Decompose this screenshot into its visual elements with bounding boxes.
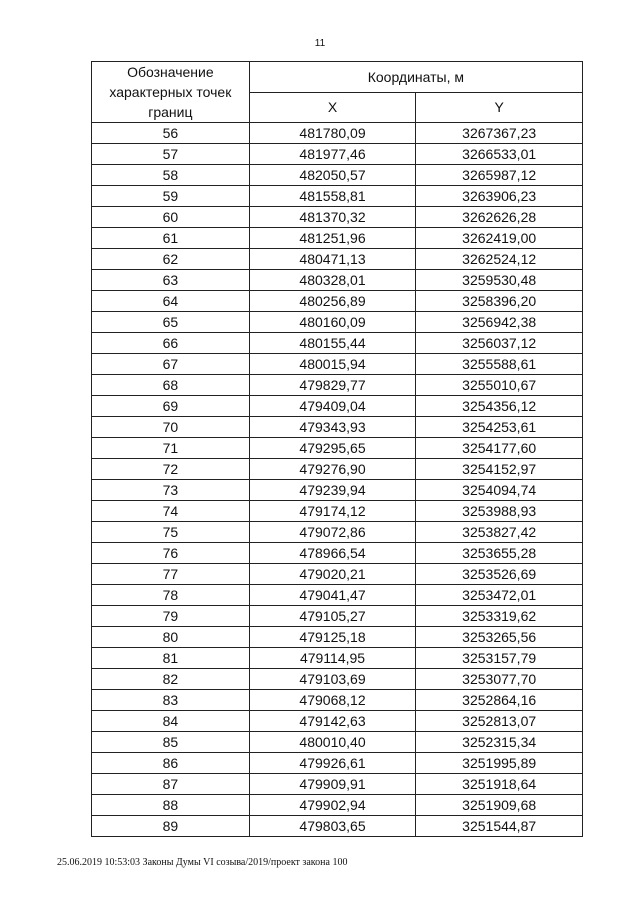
table-row: [92, 123, 583, 144]
table-row: [92, 375, 583, 396]
y-coordinate-cell: 3255588,61: [416, 354, 583, 375]
table-row: [92, 333, 583, 354]
point-cell: 62: [92, 249, 250, 270]
point-cell: 69: [92, 396, 250, 417]
table-row: [92, 795, 583, 816]
y-coordinate-cell: 3256942,38: [416, 312, 583, 333]
point-cell: 87: [92, 774, 250, 795]
table-row: [92, 522, 583, 543]
table-row: [92, 711, 583, 732]
point-cell: 81: [92, 648, 250, 669]
point-cell: 71: [92, 438, 250, 459]
point-cell: 64: [92, 291, 250, 312]
x-coordinate-cell: 479926,61: [249, 753, 416, 774]
table-row: [92, 669, 583, 690]
y-coordinate-cell: 3262524,12: [416, 249, 583, 270]
point-cell: 75: [92, 522, 250, 543]
x-coordinate-cell: 479020,21: [249, 564, 416, 585]
coordinates-table: [91, 61, 583, 837]
table-row: [92, 585, 583, 606]
table-row: [92, 501, 583, 522]
table-row: [92, 690, 583, 711]
table-row: [92, 228, 583, 249]
y-coordinate-cell: 3254356,12: [416, 396, 583, 417]
x-coordinate-cell: 481977,46: [249, 144, 416, 165]
table-row: [92, 354, 583, 375]
page-number: 11: [314, 38, 326, 49]
point-cell: 78: [92, 585, 250, 606]
x-coordinate-cell: 480328,01: [249, 270, 416, 291]
table-header: [92, 62, 583, 123]
x-coordinate-cell: 479902,94: [249, 795, 416, 816]
x-coordinate-cell: 479295,65: [249, 438, 416, 459]
x-coordinate-cell: 479142,63: [249, 711, 416, 732]
point-cell: 82: [92, 669, 250, 690]
y-coordinate-cell: 3259530,48: [416, 270, 583, 291]
y-coordinate-cell: 3252864,16: [416, 690, 583, 711]
table-row: [92, 270, 583, 291]
y-coordinate-cell: 3253988,93: [416, 501, 583, 522]
x-coordinate-cell: 480015,94: [249, 354, 416, 375]
table-row: [92, 291, 583, 312]
y-coordinate-cell: 3254152,97: [416, 459, 583, 480]
table-row: [92, 207, 583, 228]
y-coordinate-cell: 3251909,68: [416, 795, 583, 816]
x-coordinate-cell: 479174,12: [249, 501, 416, 522]
x-coordinate-cell: 479125,18: [249, 627, 416, 648]
x-column-header: X: [249, 92, 416, 123]
table-row: [92, 417, 583, 438]
point-cell: 76: [92, 543, 250, 564]
y-coordinate-cell: 3262419,00: [416, 228, 583, 249]
table-row: [92, 753, 583, 774]
table-row: [92, 606, 583, 627]
x-coordinate-cell: 479103,69: [249, 669, 416, 690]
y-coordinate-cell: 3258396,20: [416, 291, 583, 312]
point-cell: 58: [92, 165, 250, 186]
y-coordinate-cell: 3253319,62: [416, 606, 583, 627]
point-cell: 66: [92, 333, 250, 354]
table-row: [92, 165, 583, 186]
y-coordinate-cell: 3253827,42: [416, 522, 583, 543]
y-coordinate-cell: 3252813,07: [416, 711, 583, 732]
x-coordinate-cell: 481370,32: [249, 207, 416, 228]
y-coordinate-cell: 3253655,28: [416, 543, 583, 564]
table-row: [92, 816, 583, 837]
y-coordinate-cell: 3251918,64: [416, 774, 583, 795]
x-coordinate-cell: 480010,40: [249, 732, 416, 753]
table-body: [92, 123, 583, 837]
y-coordinate-cell: 3251995,89: [416, 753, 583, 774]
x-coordinate-cell: 481251,96: [249, 228, 416, 249]
y-coordinate-cell: 3253472,01: [416, 585, 583, 606]
x-coordinate-cell: 480256,89: [249, 291, 416, 312]
table-row: [92, 312, 583, 333]
coordinates-header: Координаты, м: [249, 62, 582, 93]
table-row: [92, 480, 583, 501]
point-cell: 73: [92, 480, 250, 501]
table-row: [92, 396, 583, 417]
point-cell: 61: [92, 228, 250, 249]
y-coordinate-cell: 3263906,23: [416, 186, 583, 207]
y-coordinate-cell: 3253077,70: [416, 669, 583, 690]
point-cell: 70: [92, 417, 250, 438]
point-cell: 67: [92, 354, 250, 375]
y-coordinate-cell: 3252315,34: [416, 732, 583, 753]
table-row: [92, 543, 583, 564]
table-row: [92, 249, 583, 270]
point-cell: 57: [92, 144, 250, 165]
table-row: [92, 627, 583, 648]
x-coordinate-cell: 481780,09: [249, 123, 416, 144]
y-coordinate-cell: 3253265,56: [416, 627, 583, 648]
y-coordinate-cell: 3256037,12: [416, 333, 583, 354]
y-coordinate-cell: 3262626,28: [416, 207, 583, 228]
x-coordinate-cell: 478966,54: [249, 543, 416, 564]
table-row: [92, 648, 583, 669]
x-coordinate-cell: 479803,65: [249, 816, 416, 837]
document-footer: 25.06.2019 10:53:03 Законы Думы VI созыва/2019/проект закона 100: [57, 857, 348, 868]
point-cell: 83: [92, 690, 250, 711]
y-coordinate-cell: 3253526,69: [416, 564, 583, 585]
point-cell: 60: [92, 207, 250, 228]
x-coordinate-cell: 479829,77: [249, 375, 416, 396]
point-cell: 88: [92, 795, 250, 816]
x-coordinate-cell: 479343,93: [249, 417, 416, 438]
y-coordinate-cell: 3266533,01: [416, 144, 583, 165]
y-coordinate-cell: 3255010,67: [416, 375, 583, 396]
x-coordinate-cell: 480160,09: [249, 312, 416, 333]
x-coordinate-cell: 479072,86: [249, 522, 416, 543]
x-coordinate-cell: 479409,04: [249, 396, 416, 417]
point-column-header: Обозначение характерных точек границ: [92, 62, 250, 123]
table-row: [92, 459, 583, 480]
point-cell: 74: [92, 501, 250, 522]
table-row: [92, 732, 583, 753]
point-cell: 77: [92, 564, 250, 585]
y-coordinate-cell: 3253157,79: [416, 648, 583, 669]
x-coordinate-cell: 479105,27: [249, 606, 416, 627]
point-cell: 79: [92, 606, 250, 627]
point-cell: 80: [92, 627, 250, 648]
table-row: [92, 774, 583, 795]
table-row: [92, 186, 583, 207]
y-coordinate-cell: 3267367,23: [416, 123, 583, 144]
x-coordinate-cell: 480471,13: [249, 249, 416, 270]
y-coordinate-cell: 3251544,87: [416, 816, 583, 837]
x-coordinate-cell: 479068,12: [249, 690, 416, 711]
x-coordinate-cell: 479041,47: [249, 585, 416, 606]
x-coordinate-cell: 479909,91: [249, 774, 416, 795]
table-row: [92, 564, 583, 585]
x-coordinate-cell: 482050,57: [249, 165, 416, 186]
point-cell: 56: [92, 123, 250, 144]
point-cell: 84: [92, 711, 250, 732]
y-column-header: Y: [416, 92, 583, 123]
point-cell: 72: [92, 459, 250, 480]
point-cell: 89: [92, 816, 250, 837]
point-cell: 68: [92, 375, 250, 396]
point-cell: 65: [92, 312, 250, 333]
x-coordinate-cell: 479114,95: [249, 648, 416, 669]
table-row: [92, 144, 583, 165]
y-coordinate-cell: 3254094,74: [416, 480, 583, 501]
x-coordinate-cell: 480155,44: [249, 333, 416, 354]
point-cell: 85: [92, 732, 250, 753]
y-coordinate-cell: 3265987,12: [416, 165, 583, 186]
point-cell: 86: [92, 753, 250, 774]
x-coordinate-cell: 481558,81: [249, 186, 416, 207]
point-cell: 59: [92, 186, 250, 207]
x-coordinate-cell: 479239,94: [249, 480, 416, 501]
y-coordinate-cell: 3254253,61: [416, 417, 583, 438]
table-row: [92, 438, 583, 459]
x-coordinate-cell: 479276,90: [249, 459, 416, 480]
point-cell: 63: [92, 270, 250, 291]
y-coordinate-cell: 3254177,60: [416, 438, 583, 459]
